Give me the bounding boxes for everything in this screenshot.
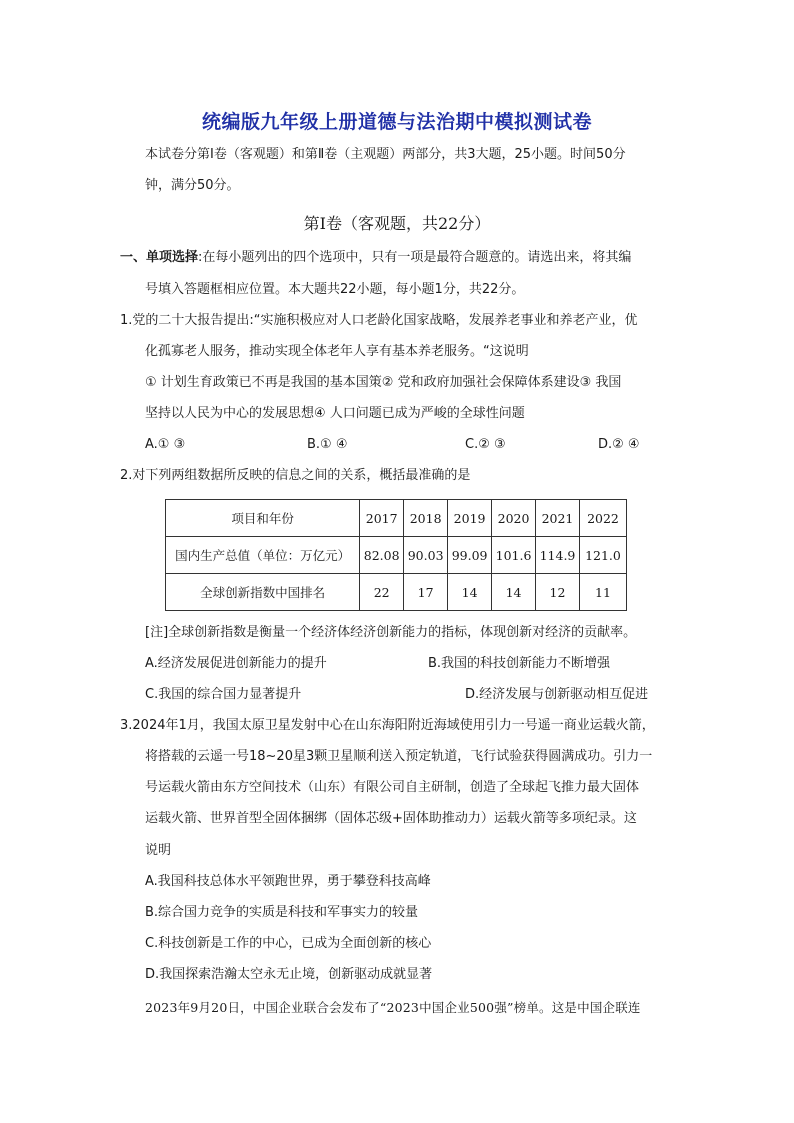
q2-option-c: C.我国的综合国力显著提升 bbox=[145, 687, 302, 702]
table-cell: 22 bbox=[360, 574, 404, 611]
table-cell: 82.08 bbox=[360, 537, 404, 574]
table-header-cell: 2022 bbox=[579, 500, 626, 537]
table-header-row bbox=[166, 500, 627, 537]
part1-instruction-line-2: 号填入答题框相应位置。本大题共22小题，每小题1分，共22分。 bbox=[145, 282, 525, 297]
table-row bbox=[166, 537, 627, 574]
table-cell: 121.0 bbox=[579, 537, 626, 574]
q3-option-c: C.科技创新是工作的中心，已成为全面创新的核心 bbox=[145, 936, 432, 951]
table-header-cell: 2021 bbox=[536, 500, 580, 537]
q2-option-a: A.经济发展促进创新能力的提升 bbox=[145, 656, 327, 671]
q1-statement-line-1: ① 计划生育政策已不再是我国的基本国策② 党和政府加强社会保障体系建设③ 我国 bbox=[145, 375, 622, 390]
table-cell: 12 bbox=[536, 574, 580, 611]
q2-note: [注]全球创新指数是衡量一个经济体经济创新能力的指标，体现创新对经济的贡献率。 bbox=[145, 625, 637, 640]
q3-stem-line-4: 运载火箭、世界首型全固体捆绑（固体芯级+固体助推动力）运载火箭等多项纪录。这 bbox=[145, 811, 637, 826]
document-title: 统编版九年级上册道德与法治期中模拟测试卷 bbox=[201, 111, 592, 133]
table-cell: 14 bbox=[448, 574, 492, 611]
q1-statement-line-2: 坚持以人民为中心的发展思想④ 人口问题已成为严峻的全球性问题 bbox=[145, 406, 525, 421]
q3-option-a: A.我国科技总体水平领跑世界，勇于攀登科技高峰 bbox=[145, 874, 431, 889]
q1-option-c: C.② ③ bbox=[465, 437, 506, 452]
q2-option-b: B.我国的科技创新能力不断增强 bbox=[428, 656, 611, 671]
table-cell: 11 bbox=[579, 574, 626, 611]
part1-label: 一、单项选择 bbox=[120, 250, 199, 265]
q3-stem-line-3: 号运载火箭由东方空间技术（山东）有限公司自主研制，创造了全球起飞推力最大固体 bbox=[145, 780, 640, 795]
q1-option-a: A.① ③ bbox=[145, 437, 186, 452]
table-cell: 114.9 bbox=[536, 537, 580, 574]
table-cell: 17 bbox=[404, 574, 448, 611]
q3-option-b: B.综合国力竞争的实质是科技和军事实力的较量 bbox=[145, 905, 419, 920]
table-row bbox=[166, 574, 627, 611]
table-header-cell: 2020 bbox=[492, 500, 536, 537]
intro-line-1: 本试卷分第Ⅰ卷（客观题）和第Ⅱ卷（主观题）两部分，共3大题，25小题。时间50分 bbox=[145, 147, 626, 162]
intro-line-2: 钟，满分50分。 bbox=[145, 178, 240, 193]
part1-instruction bbox=[120, 250, 631, 266]
q3-stem-line-2: 将搭载的云遥一号18~20星3颗卫星顺利送入预定轨道，飞行试验获得圆满成功。引力一 bbox=[145, 749, 653, 764]
table-header-cell: 2017 bbox=[360, 500, 404, 537]
q3-option-d: D.我国探索浩瀚太空永无止境，创新驱动成就显著 bbox=[145, 967, 433, 982]
section-header: 第Ⅰ卷（客观题，共22分） bbox=[303, 214, 491, 233]
q1-stem-line-1: 1.党的二十大报告提出:“实施积极应对人口老龄化国家战略，发展养老事业和养老产业，优 bbox=[120, 313, 638, 328]
q2-stem: 2.对下列两组数据所反映的信息之间的关系，概括最准确的是 bbox=[120, 468, 471, 483]
q3-stem-line-5: 说明 bbox=[145, 843, 172, 858]
q1-option-d: D.② ④ bbox=[598, 437, 640, 452]
table-cell: 99.09 bbox=[448, 537, 492, 574]
q4-stem-start: 2023年9月20日，中国企业联合会发布了“2023中国企业500强”榜单。这是中国企联连 bbox=[145, 1000, 641, 1015]
table-cell: 14 bbox=[492, 574, 536, 611]
q1-stem-line-2: 化孤寡老人服务，推动实现全体老年人享有基本养老服务。“这说明 bbox=[145, 344, 529, 359]
q2-option-d: D.经济发展与创新驱动相互促进 bbox=[465, 687, 649, 702]
table-cell: 国内生产总值（单位：万亿元） bbox=[166, 537, 360, 574]
part1-text: :在每小题列出的四个选项中，只有一项是最符合题意的。请选出来，将其编 bbox=[198, 250, 632, 265]
table-cell: 101.6 bbox=[492, 537, 536, 574]
q3-stem-line-1: 3.2024年1月，我国太原卫星发射中心在山东海阳附近海域使用引力一号遥一商业运载火箭， bbox=[120, 718, 655, 733]
table-header-cell: 2019 bbox=[448, 500, 492, 537]
table-cell: 全球创新指数中国排名 bbox=[166, 574, 360, 611]
table-header-cell: 项目和年份 bbox=[166, 500, 360, 537]
q1-option-b: B.① ④ bbox=[307, 437, 348, 452]
table-cell: 90.03 bbox=[404, 537, 448, 574]
table-header-cell: 2018 bbox=[404, 500, 448, 537]
q2-data-table bbox=[165, 499, 627, 611]
